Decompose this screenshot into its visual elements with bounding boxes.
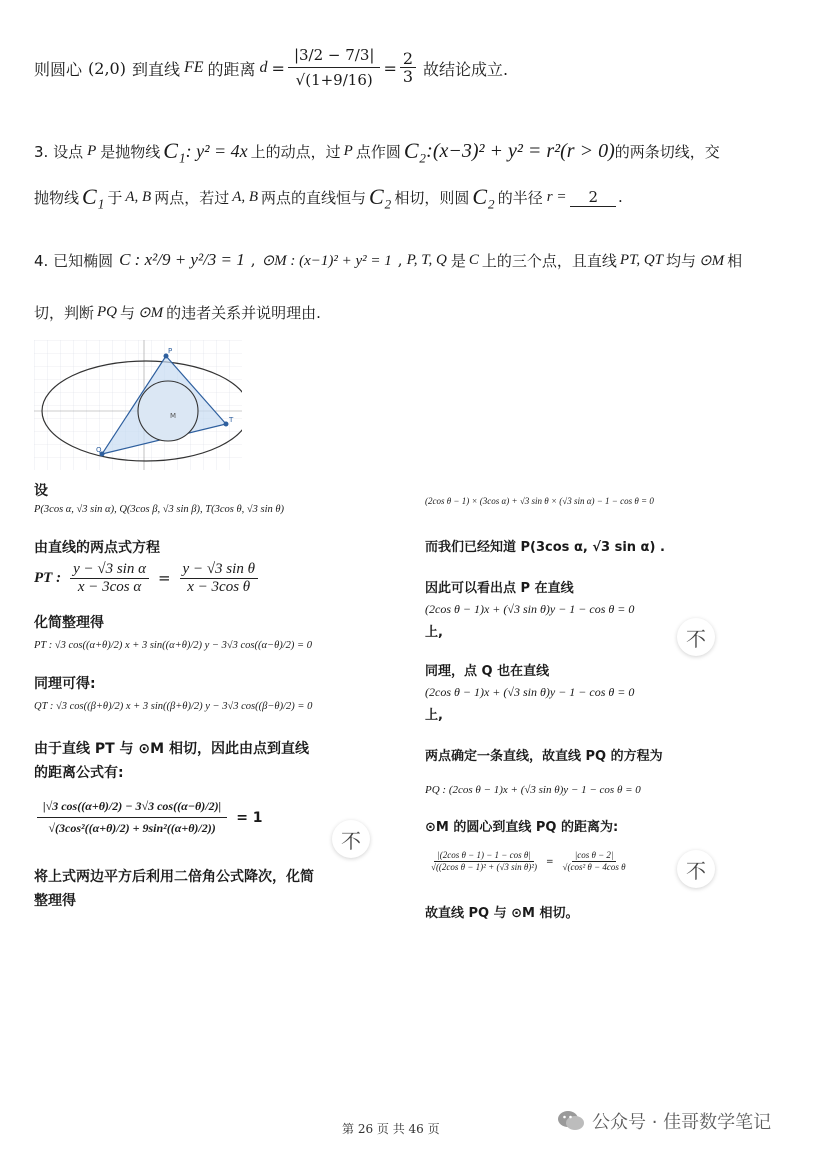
q4-line-2: 切，判断 PQ 与 ⊙M 的违者关系并说明理由.: [34, 303, 321, 322]
line-eq-1: (2cos θ − 1)x + (√3 sin θ)y − 1 − cos θ = 0: [425, 602, 635, 616]
line-1: 则圆心 (2,0) 到直线 FE 的距离 d = $\frac{|3/2 - 7/3|}{√(1+9/16)}$ = $\frac{2}{3}$ 故结论成立.: [34, 22, 508, 114]
ellipse-figure: [34, 340, 242, 470]
label-m: M: [170, 412, 177, 420]
pq-equation: PQ : (2cos θ − 1)x + (√3 sin θ)y − 1 − cos θ = 0: [425, 784, 641, 796]
distance-calc: $\frac{\text{|(2cos θ − 1) − 1 − cos θ|}}{\text{√((2cos θ − 1)² + (√3 sin θ)²)}}$ = $\frac{\text{|cos θ − 2|}}{\text{√(cos² θ − 4cos θ}}$: [431, 850, 626, 872]
scroll-top-button-2[interactable]: [677, 618, 715, 656]
left-column: 设 P(3cos α, √3 sin α), Q(3cos β, √3 sin β), T(3cos θ, √3 sin θ) 由直线的两点式方程 PT : $\frac{\text{y − √3 sin α}}{\text{x − 3cos α}}$ = $\frac{\text{y − √3 sin θ}}{\text{x − 3cos θ}}$ 化简整理得 PT : √3 cos((α+θ)/2) x + 3 sin((α+θ)/2) y − 3√3 cos((α−θ)/2) = 0 同理可得: QT : √3 cos((β+θ)/2) x + 3 sin((β+θ)/2) y − 3√3 cos((β−θ)/2) = 0 由于直线 PT 与 ⊙M 相切，因此由点到直线 的距离公式有: $\frac{|√3 \cos((\alpha+\theta)/2) - 3√3 \cos((\alpha-\theta)/2)|}{\text{√(3cos²((α+θ)/2) + 9sin²((α+θ)/2))}}$ = 1 将上式两边平方后利用二倍角公式降次，化简 整理得: [34, 480, 384, 910]
ellipse-diagram: [34, 340, 242, 470]
pt-two-point-eq: PT : $\frac{\text{y − √3 sin α}}{\text{x − 3cos α}}$ = $\frac{\text{y − √3 sin θ}}{\text{x − 3cos θ}}$: [34, 561, 384, 596]
wechat-icon: [556, 1108, 586, 1134]
q3-line-2: 抛物线 C₁ 于 A, B 两点，若过 A, B 两点的直线恒与 C₂ 相切，则圆 C₂ 的半径 r = 2 .: [34, 184, 623, 209]
page-number: 第 26 页 共 46 页: [342, 1122, 440, 1136]
scroll-top-icon: 不: [686, 858, 706, 883]
result-fraction: $\frac{2}{3}$: [400, 50, 416, 87]
label-q: Q: [96, 446, 102, 454]
scroll-top-icon: 不: [341, 828, 361, 853]
circle-m: [138, 381, 198, 441]
point-t: [224, 422, 229, 427]
scroll-top-button[interactable]: [332, 820, 370, 858]
answer-blank: 2: [570, 188, 616, 207]
watermark: 公众号 · 佳哥数学笔记: [556, 1108, 771, 1134]
substituted-eq: (2cos θ − 1) × (3cos α) + √3 sin θ × (√3 sin α) − 1 − cos θ = 0: [425, 496, 654, 506]
right-column: (2cos θ − 1) × (3cos α) + √3 sin θ × (√3 sin α) − 1 − cos θ = 0 而我们已经知道 P(3cos α, √3 sin α) . 因此可以看出点 P 在直线 (2cos θ − 1)x + (√3 sin θ)y − 1 − cos θ = 0 上, 同理，点 Q 也在直线 (2cos θ − 1)x + (√3 sin θ)y − 1 − cos θ = 0 上, 两点确定一条直线，故直线 PQ 的方程为 PQ : (2cos θ − 1)x + (√3 sin θ)y − 1 − cos θ = 0 ⊙M 的圆心到直线 PQ 的距离为: $\frac{\text{|(2cos θ − 1) − 1 − cos θ|}}{\text{√((2cos θ − 1)² + (√3 sin θ)²)}}$ = $\frac{\text{|cos θ − 2|}}{\text{√(cos² θ − 4cos θ}}$ 故直线 PQ 与 ⊙M 相切。: [425, 496, 725, 921]
qt-equation: QT : √3 cos((β+θ)/2) x + 3 sin((β+θ)/2) y − 3√3 cos((β−θ)/2) = 0: [34, 700, 313, 712]
tangent-distance-eq: $\frac{|√3 \cos((\alpha+\theta)/2) - 3√3 \cos((\alpha-\theta)/2)|}{\text{√(3cos²((α+θ)/2) + 9sin²((α+θ)/2))}}$ = 1: [34, 796, 384, 840]
scroll-top-icon: 不: [686, 626, 706, 651]
q4-line-1: 4. 已知椭圆 C : x²/9 + y²/3 = 1 , ⊙M : (x−1)² + y² = 1 , P, T, Q 是 C 上的三个点，且直线 PT, QT 均与 ⊙M 相: [34, 250, 743, 270]
scroll-top-button-3[interactable]: [677, 850, 715, 888]
param-line: P(3cos α, √3 sin α), Q(3cos β, √3 sin β), T(3cos θ, √3 sin θ): [34, 504, 285, 515]
pt-equation: PT : √3 cos((α+θ)/2) x + 3 sin((α+θ)/2) y − 3√3 cos((α−θ)/2) = 0: [34, 639, 313, 651]
label-p: P: [168, 347, 173, 355]
distance-fraction: $\frac{|3/2 - 7/3|}{√(1+9/16)}$: [288, 43, 381, 94]
label-t: T: [229, 416, 234, 424]
q3-line-1: 3. 设点 P 是抛物线 C₁ : y² = 4x 上的动点，过 P 点作圆 C₂ :(x−3)² + y² = r²(r > 0) 的两条切线，交: [34, 138, 720, 163]
line-eq-2: (2cos θ − 1)x + (√3 sin θ)y − 1 − cos θ = 0: [425, 685, 635, 699]
